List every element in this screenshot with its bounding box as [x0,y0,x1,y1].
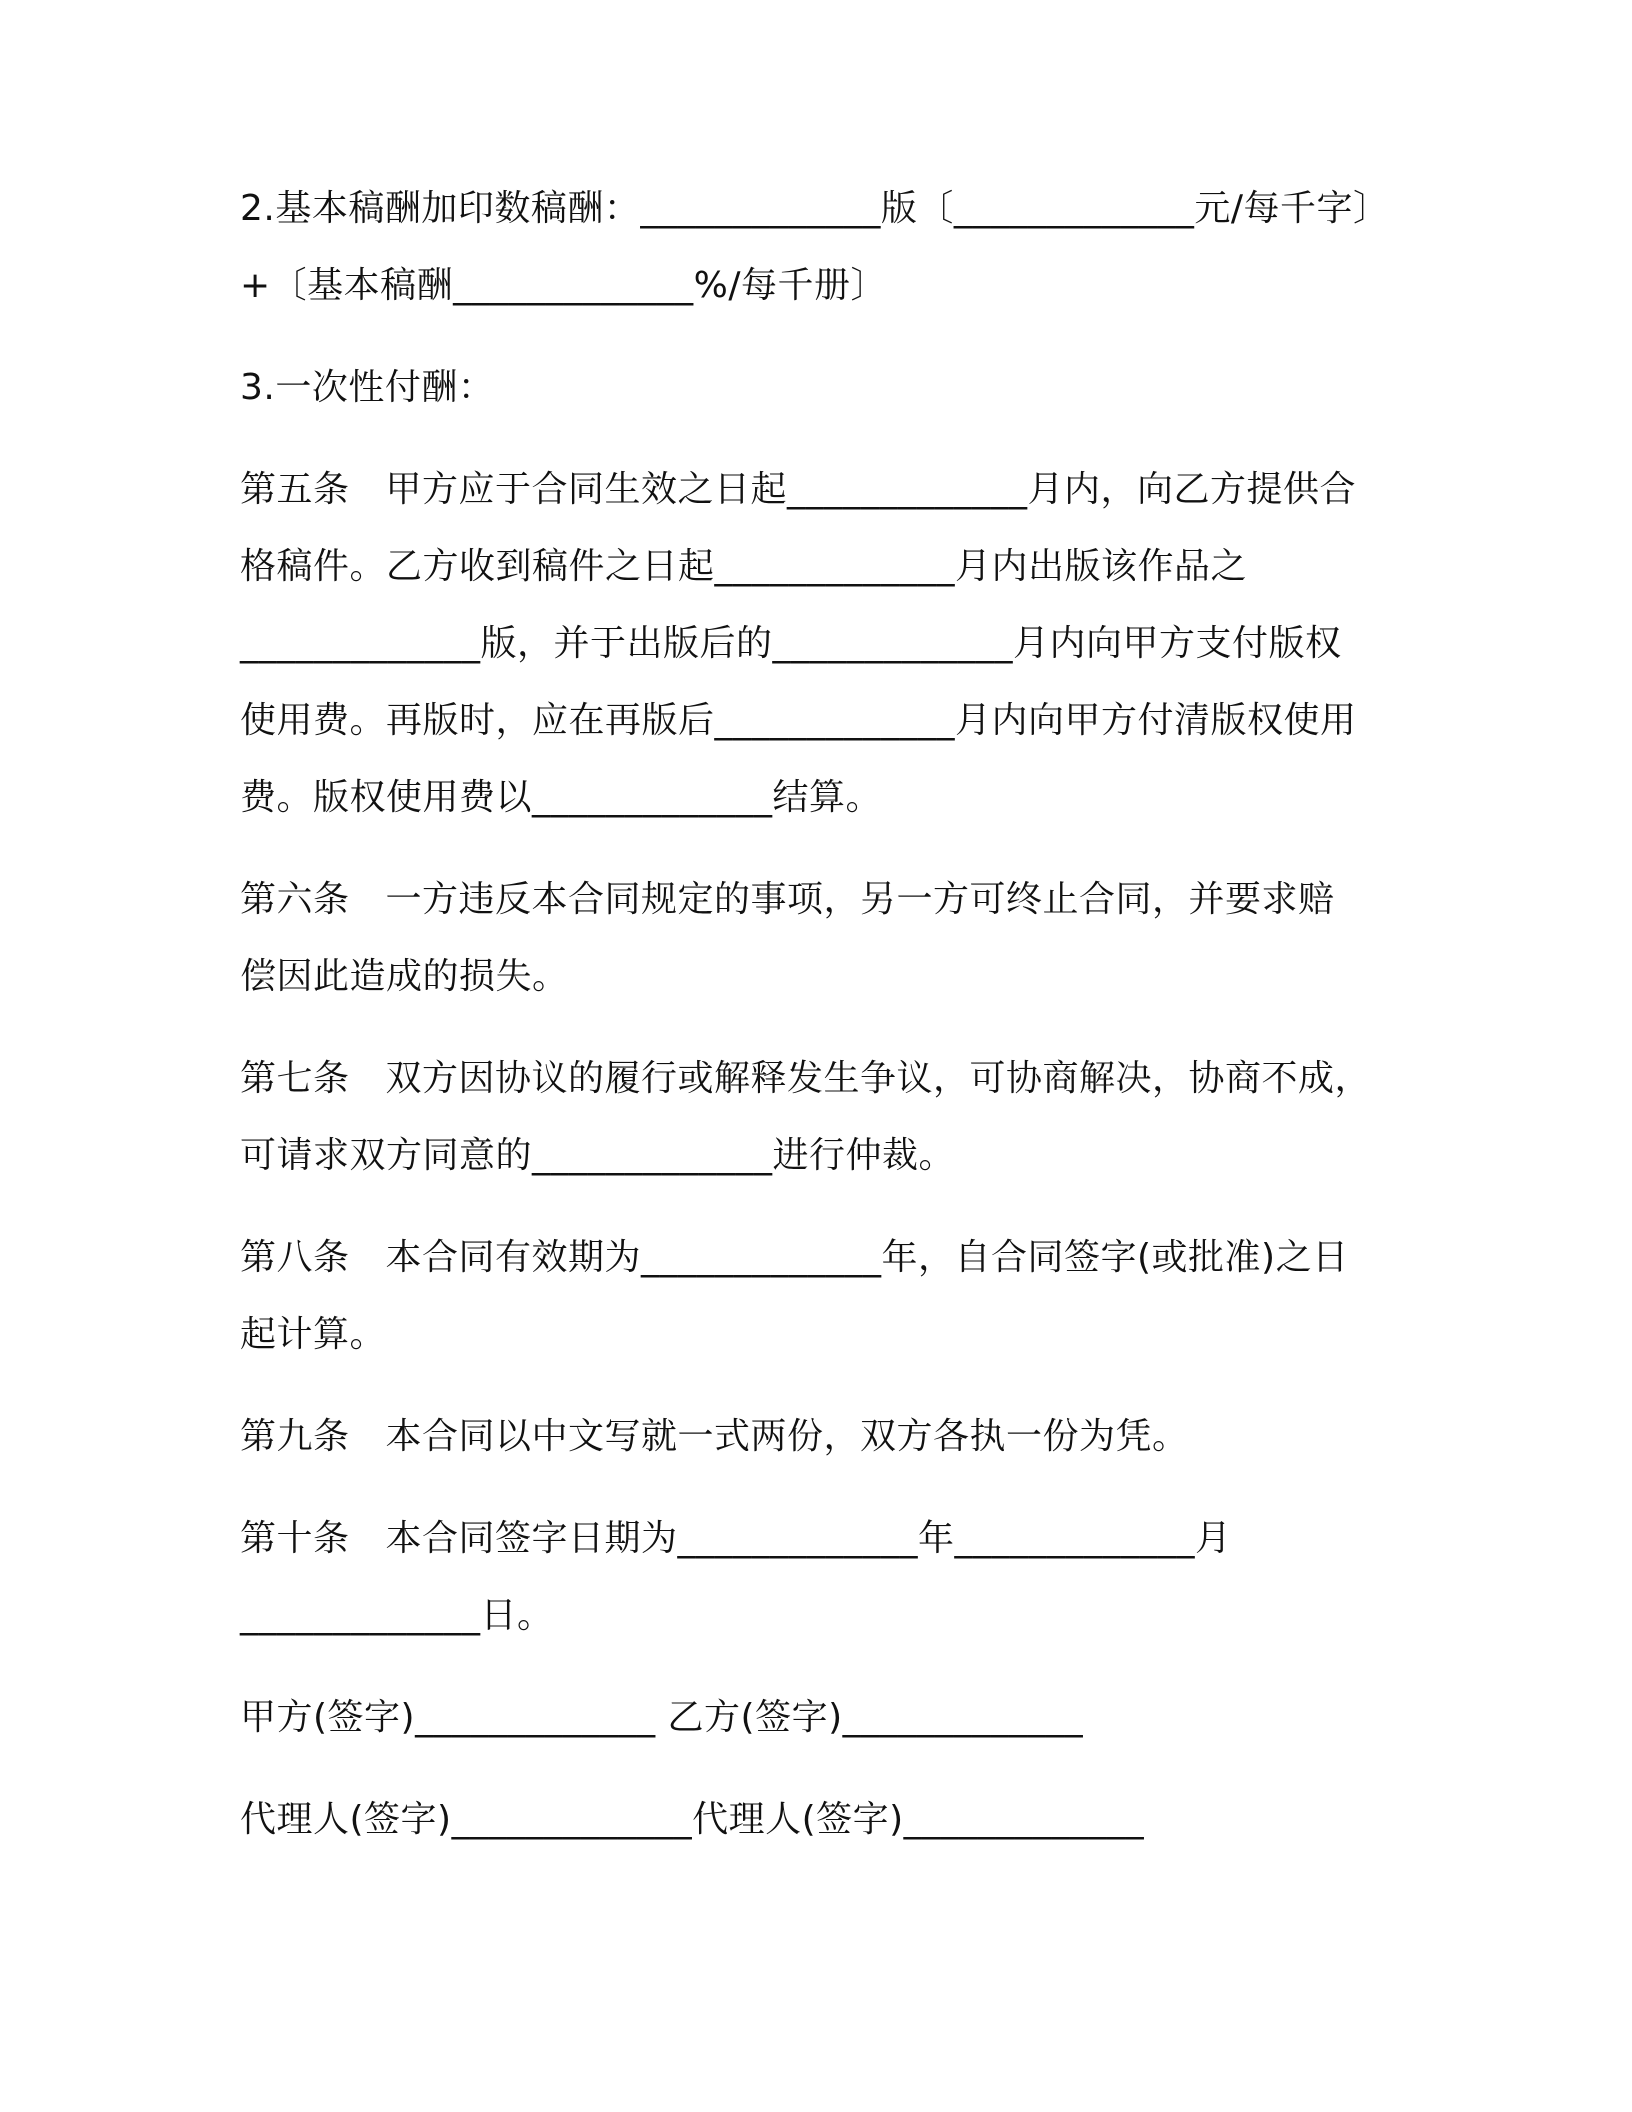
article-6 [240,879,1400,998]
article-text: 本合同以中文写就一式两份，双方各执一份为凭。 [385,1416,1189,1457]
article-number: 第六条 [240,879,350,920]
clause-line: 3.一次性付酬： [240,367,495,408]
article-text: 可请求双方同意的_____________进行仲裁。 [240,1135,956,1176]
article-text: 一方违反本合同规定的事项，另一方可终止合同，并要求赔 [385,879,1335,920]
article-text: _____________版，并于出版后的_____________月内向甲方支付版权 [240,623,1342,664]
contract-body [240,188,1400,1841]
article-text: 格稿件。乙方收到稿件之日起_____________月内出版该作品之 [240,546,1248,587]
clause-line: 2.基本稿酬加印数稿酬：_____________版〔_____________元/每千字〕 [240,188,1390,229]
article-5 [240,469,1400,819]
article-text: 本合同签字日期为_____________年_____________月 [385,1518,1232,1559]
signature-section [240,1697,1400,1841]
article-number: 第九条 [240,1416,350,1457]
article-text: 双方因协议的履行或解释发生争议，可协商解决，协商不成， [385,1058,1372,1099]
clause-item-2 [240,188,1400,307]
signature-line-agents: 代理人(签字)_____________代理人(签字)_____________ [240,1799,1145,1840]
article-number: 第七条 [240,1058,350,1099]
article-9 [240,1416,1400,1458]
clause-item-3 [240,367,1400,409]
article-number: 第八条 [240,1237,350,1278]
clause-line: +〔基本稿酬_____________%/每千册〕 [240,265,888,306]
article-10 [240,1518,1400,1637]
article-number: 第十条 [240,1518,350,1559]
article-text: 费。版权使用费以_____________结算。 [240,777,883,818]
article-text: _____________日。 [240,1595,554,1636]
article-text: 使用费。再版时，应在再版后_____________月内向甲方付清版权使用 [240,700,1357,741]
signature-line-parties: 甲方(签字)_____________ 乙方(签字)_____________ [240,1697,1084,1738]
article-text: 偿因此造成的损失。 [240,956,569,997]
article-text: 本合同有效期为_____________年，自合同签字(或批准)之日 [385,1237,1349,1278]
article-8 [240,1237,1400,1356]
article-text: 甲方应于合同生效之日起_____________月内，向乙方提供合 [385,469,1357,510]
article-number: 第五条 [240,469,350,510]
article-text: 起计算。 [240,1314,387,1355]
article-7 [240,1058,1400,1177]
